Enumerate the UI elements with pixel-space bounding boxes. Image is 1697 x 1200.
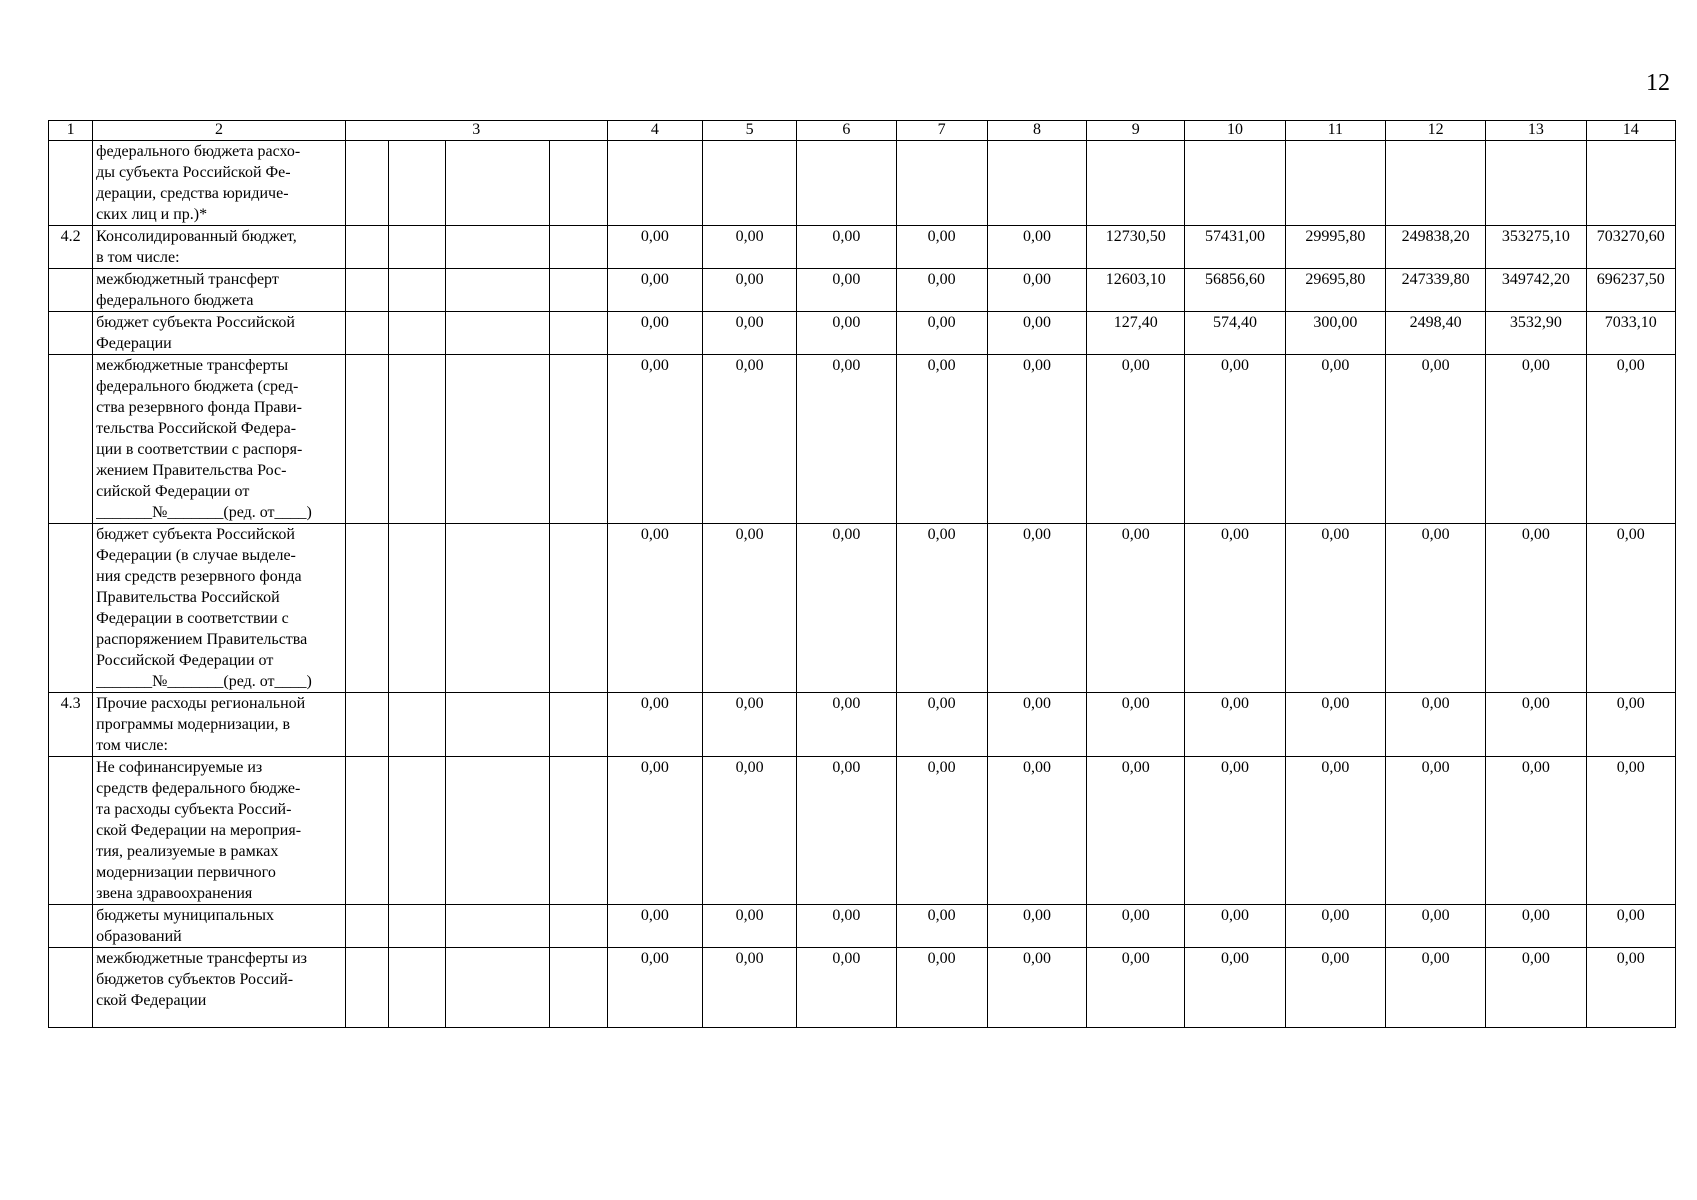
header-cell: 11 [1285,121,1385,141]
value-cell: 12730,50 [1087,226,1185,269]
value-cell: 0,00 [797,757,896,905]
value-cell: 3532,90 [1486,312,1586,355]
column-3-subcell [345,693,388,757]
column-3-subcell [389,905,446,948]
value-cell: 0,00 [702,226,796,269]
value-cell: 0,00 [1285,905,1385,948]
value-cell: 0,00 [896,757,987,905]
column-3-subcell [389,355,446,524]
row-description-cell [93,524,346,693]
description-line: федерального бюджета [96,292,254,309]
header-cell: 6 [797,121,896,141]
value-cell [1285,141,1385,226]
value-cell: 0,00 [987,757,1086,905]
row-index-cell [49,905,93,948]
description-line: Не софинансируемые из [96,759,263,776]
column-3-subcell [345,948,388,1028]
value-cell: 0,00 [1185,757,1285,905]
value-cell: 0,00 [1185,355,1285,524]
column-3-subcell [389,226,446,269]
row-index-cell [49,355,93,524]
value-cell: 0,00 [896,226,987,269]
description-line: Правительства Российской [96,589,280,606]
value-cell: 57431,00 [1185,226,1285,269]
value-cell: 0,00 [607,226,702,269]
value-cell: 0,00 [797,269,896,312]
value-cell: 249838,20 [1385,226,1485,269]
row-description-cell [93,905,346,948]
value-cell [702,141,796,226]
column-3-subcell [345,524,388,693]
description-line: ния средств резервного фонда [96,568,302,585]
value-cell: 0,00 [1185,948,1285,1028]
column-3-subcell [549,905,607,948]
header-cell: 3 [345,121,607,141]
value-cell: 0,00 [1486,905,1586,948]
row-index-cell: 4.2 [49,226,93,269]
description-line: _______№_______(ред. от____) [96,673,312,690]
table-row [49,524,1676,693]
row-index-cell [49,269,93,312]
column-3-subcell [549,693,607,757]
value-cell: 703270,60 [1586,226,1675,269]
row-index-cell [49,757,93,905]
value-cell [1486,141,1586,226]
row-description-cell [93,355,346,524]
value-cell: 0,00 [702,948,796,1028]
value-cell: 56856,60 [1185,269,1285,312]
description-line: ды субъекта Российской Фе- [96,164,291,181]
description-line: звена здравоохранения [96,885,253,902]
value-cell: 0,00 [607,693,702,757]
description-line: ской Федерации на мероприя- [96,822,302,839]
value-cell: 2498,40 [1385,312,1485,355]
value-cell: 353275,10 [1486,226,1586,269]
column-3-subcell [345,757,388,905]
value-cell: 0,00 [987,226,1086,269]
value-cell: 0,00 [1586,524,1675,693]
header-cell: 1 [49,121,93,141]
table-row [49,905,1676,948]
value-cell: 0,00 [1087,905,1185,948]
column-3-subcell [446,355,549,524]
column-3-subcell [549,312,607,355]
table-row [49,141,1676,226]
column-3-subcell [345,905,388,948]
column-3-subcell [345,355,388,524]
value-cell: 0,00 [1087,948,1185,1028]
budget-table [48,120,1676,1028]
row-description-cell [93,226,346,269]
row-description-cell [93,948,346,1028]
value-cell: 0,00 [797,355,896,524]
description-line: модернизации первичного [96,864,276,881]
value-cell: 0,00 [896,355,987,524]
column-3-subcell [389,312,446,355]
header-cell: 9 [1087,121,1185,141]
table-row [49,757,1676,905]
row-description-cell [93,693,346,757]
value-cell: 0,00 [607,269,702,312]
value-cell: 0,00 [702,524,796,693]
column-3-subcell [549,948,607,1028]
row-description-cell [93,269,346,312]
description-line: ских лиц и пр.)* [96,206,208,223]
description-line: та расходы субъекта Россий- [96,801,292,818]
row-index-cell [49,312,93,355]
value-cell: 0,00 [702,693,796,757]
value-cell [1185,141,1285,226]
table-row [49,226,1676,269]
value-cell: 0,00 [896,312,987,355]
value-cell: 0,00 [987,905,1086,948]
description-line: Прочие расходы региональной [96,695,306,712]
value-cell: 0,00 [987,948,1086,1028]
description-line: межбюджетные трансферты [96,357,289,374]
description-line: бюджет субъекта Российской [96,314,295,331]
column-3-subcell [345,269,388,312]
description-line: межбюджетный трансферт [96,271,279,288]
value-cell: 0,00 [987,355,1086,524]
column-3-subcell [389,269,446,312]
value-cell: 0,00 [797,693,896,757]
column-3-subcell [549,226,607,269]
value-cell: 696237,50 [1586,269,1675,312]
description-line: средств федерального бюдже- [96,780,301,797]
value-cell: 0,00 [1385,948,1485,1028]
row-index-cell [49,524,93,693]
row-description-cell [93,141,346,226]
column-3-subcell [446,757,549,905]
description-line: жением Правительства Рос- [96,462,287,479]
header-cell: 10 [1185,121,1285,141]
value-cell: 0,00 [896,693,987,757]
description-line: тельства Российской Федера- [96,420,297,437]
value-cell: 0,00 [1087,693,1185,757]
column-3-subcell [446,226,549,269]
description-line: Российской Федерации от [96,652,274,669]
value-cell: 0,00 [1285,757,1385,905]
value-cell: 0,00 [797,524,896,693]
column-3-subcell [446,312,549,355]
value-cell: 0,00 [1087,757,1185,905]
header-cell: 12 [1385,121,1485,141]
column-3-subcell [446,141,549,226]
column-3-subcell [446,524,549,693]
value-cell [896,141,987,226]
table-row [49,355,1676,524]
header-row [49,121,1676,141]
value-cell: 0,00 [987,269,1086,312]
value-cell: 0,00 [607,524,702,693]
column-3-subcell [389,948,446,1028]
value-cell: 0,00 [1185,905,1285,948]
header-cell: 7 [896,121,987,141]
description-line: Федерации (в случае выделе- [96,547,296,564]
row-description-cell [93,757,346,905]
description-line: _______№_______(ред. от____) [96,504,312,521]
value-cell: 0,00 [1385,524,1485,693]
value-cell: 0,00 [702,905,796,948]
value-cell: 0,00 [1285,524,1385,693]
value-cell: 0,00 [607,948,702,1028]
value-cell: 0,00 [797,948,896,1028]
description-line: федерального бюджета расхо- [96,143,301,160]
description-line: бюджет субъекта Российской [96,526,295,543]
header-cell: 5 [702,121,796,141]
page-number: 12 [1646,70,1670,96]
value-cell: 0,00 [896,948,987,1028]
value-cell: 0,00 [1586,757,1675,905]
header-cell: 2 [93,121,346,141]
value-cell: 0,00 [797,905,896,948]
header-cell: 8 [987,121,1086,141]
row-index-cell [49,141,93,226]
description-line: бюджеты муниципальных [96,907,275,924]
value-cell: 300,00 [1285,312,1385,355]
description-line: сийской Федерации от [96,483,250,500]
table-row [49,948,1676,1028]
column-3-subcell [345,141,388,226]
value-cell [987,141,1086,226]
column-3-subcell [389,693,446,757]
description-line: образований [96,928,182,945]
column-3-subcell [446,905,549,948]
value-cell: 0,00 [1285,355,1385,524]
value-cell: 0,00 [1285,948,1385,1028]
description-line: Федерации [96,335,172,352]
value-cell: 0,00 [702,312,796,355]
description-line: бюджетов субъектов Россий- [96,971,294,988]
table-row [49,693,1676,757]
description-line: Федерации в соответствии с [96,610,289,627]
description-line: федерального бюджета (сред- [96,378,299,395]
value-cell: 0,00 [702,355,796,524]
value-cell: 12603,10 [1087,269,1185,312]
value-cell: 0,00 [702,269,796,312]
description-line: том числе: [96,737,168,754]
value-cell: 349742,20 [1486,269,1586,312]
value-cell: 247339,80 [1385,269,1485,312]
column-3-subcell [549,269,607,312]
value-cell: 0,00 [987,524,1086,693]
column-3-subcell [446,269,549,312]
description-line: ской Федерации [96,992,207,1009]
value-cell: 0,00 [702,757,796,905]
value-cell: 0,00 [1385,757,1485,905]
column-3-subcell [549,141,607,226]
row-index-cell: 4.3 [49,693,93,757]
value-cell: 0,00 [797,312,896,355]
description-line: тия, реализуемые в рамках [96,843,279,860]
header-cell: 14 [1586,121,1675,141]
value-cell: 0,00 [797,226,896,269]
column-3-subcell [389,524,446,693]
value-cell: 0,00 [896,905,987,948]
value-cell: 0,00 [1486,693,1586,757]
value-cell: 0,00 [896,524,987,693]
value-cell: 574,40 [1185,312,1285,355]
description-line: распоряжением Правительства [96,631,308,648]
value-cell: 0,00 [1586,905,1675,948]
value-cell: 7033,10 [1586,312,1675,355]
value-cell: 0,00 [1285,693,1385,757]
column-3-subcell [549,524,607,693]
value-cell: 0,00 [1385,355,1485,524]
value-cell: 0,00 [1087,524,1185,693]
row-description-cell [93,312,346,355]
value-cell: 0,00 [987,693,1086,757]
header-cell: 13 [1486,121,1586,141]
value-cell: 0,00 [1586,355,1675,524]
description-line: в том числе: [96,249,180,266]
value-cell: 0,00 [1486,524,1586,693]
column-3-subcell [345,226,388,269]
description-line: ции в соответствии с распоря- [96,441,303,458]
table-row [49,269,1676,312]
column-3-subcell [389,757,446,905]
column-3-subcell [549,355,607,524]
value-cell [607,141,702,226]
value-cell: 0,00 [1486,948,1586,1028]
column-3-subcell [549,757,607,905]
value-cell: 0,00 [607,757,702,905]
description-line: дерации, средства юридиче- [96,185,289,202]
value-cell [1385,141,1485,226]
value-cell: 0,00 [1486,355,1586,524]
value-cell: 0,00 [1385,905,1485,948]
description-line: программы модернизации, в [96,716,291,733]
value-cell: 0,00 [1586,693,1675,757]
header-cell: 4 [607,121,702,141]
column-3-subcell [446,693,549,757]
description-line: ства резервного фонда Прави- [96,399,302,416]
value-cell: 0,00 [607,312,702,355]
value-cell: 0,00 [1385,693,1485,757]
table-row [49,312,1676,355]
value-cell: 0,00 [1185,524,1285,693]
value-cell: 29995,80 [1285,226,1385,269]
value-cell: 127,40 [1087,312,1185,355]
column-3-subcell [389,141,446,226]
column-3-subcell [446,948,549,1028]
description-line: межбюджетные трансферты из [96,950,307,967]
value-cell: 0,00 [1586,948,1675,1028]
row-index-cell [49,948,93,1028]
value-cell: 0,00 [607,355,702,524]
value-cell: 0,00 [987,312,1086,355]
column-3-subcell [345,312,388,355]
value-cell: 0,00 [1185,693,1285,757]
value-cell [1087,141,1185,226]
value-cell: 0,00 [896,269,987,312]
value-cell: 29695,80 [1285,269,1385,312]
value-cell [797,141,896,226]
description-line: Консолидированный бюджет, [96,228,297,245]
value-cell: 0,00 [1087,355,1185,524]
value-cell [1586,141,1675,226]
value-cell: 0,00 [607,905,702,948]
value-cell: 0,00 [1486,757,1586,905]
